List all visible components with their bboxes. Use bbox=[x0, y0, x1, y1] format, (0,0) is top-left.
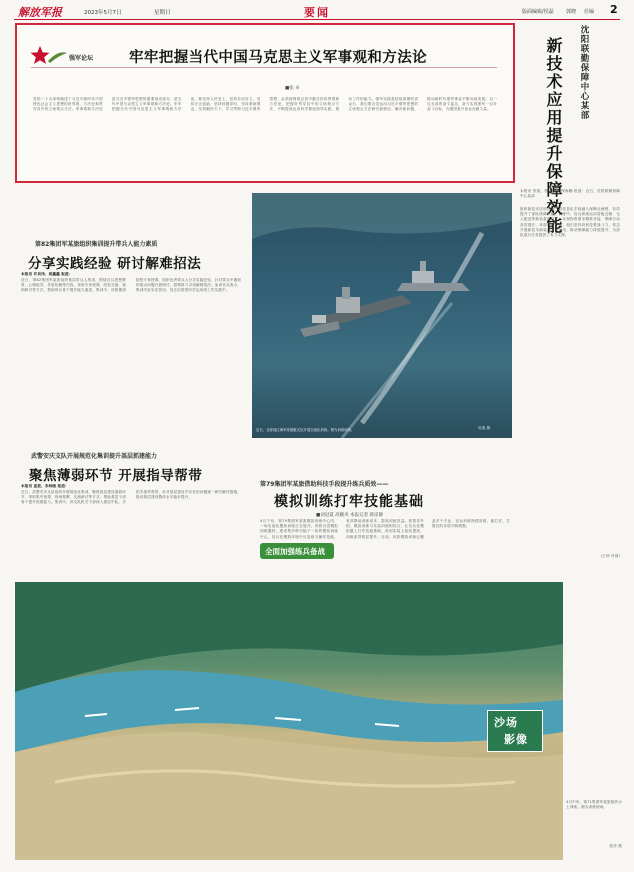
right-byline: 本报讯 张韬、特约记者 保海鹏 报道：近日，沈阳联勤保障中心某部 bbox=[520, 189, 620, 199]
article1-kicker: 第82集团军某旅组织集训提升带兵人能力素质 bbox=[35, 241, 158, 248]
badge-line-1: 沙场 bbox=[494, 716, 518, 729]
photo-caption: 近日，北部战区海军某舰艇支队开展实战化训练。图为训练现场。 bbox=[256, 428, 355, 432]
photo-credit: 吴迪 摄 bbox=[478, 426, 490, 430]
lead-article bbox=[15, 23, 515, 183]
right-vertical-unit: 沈阳联勤保障中心某部 bbox=[579, 25, 589, 120]
page-proofer: 郭晓 bbox=[566, 9, 577, 15]
training-badge-text: 全面加强练兵备战 bbox=[265, 547, 325, 556]
right-column bbox=[518, 23, 622, 571]
column-badge: 强军论坛 bbox=[69, 55, 94, 62]
middle-body: 4月下旬，第79集团军某旅模拟训练中心内，一场实战化模拟训练正在展开。该旅引进模拟训练器材，建成集多种功能于一体的模拟训练中心，官兵在模拟环境中反复练习操作技能，有效降低训练成本、提高训练效益。旅领导介绍，模拟训练与实装训练相结合，让官兵在模拟器上打牢技能基础，再到实装上检验提高，训练质效明显提升。目前，该旅模拟训练已覆盖多个专业，官兵训练热情高涨，能打仗、打胜仗的本领不断增强。 bbox=[260, 519, 510, 539]
right-body: 组织新技术应用训练，将信息化手段融入保障全流程，有效提升了部队保障效能。训练中，官兵熟练运用智能仓储、无人配送等新装备新技术，实现物资需求精准对接、保障行动高效展开。该部领导介绍，他们坚持向科技要战斗力，常态开展新技术新装备学习运用，推动保障能力持续提升，为部队遂行任务提供了有力支撑。 bbox=[520, 207, 620, 238]
star-icon bbox=[28, 44, 68, 66]
landscape-credit: 张彦 摄 bbox=[609, 844, 622, 848]
photo-caption-column bbox=[566, 800, 622, 862]
middle-kicker: 第79集团军某旅借助科技手段提升练兵质效—— bbox=[260, 481, 389, 488]
page-designer: 任编 bbox=[584, 9, 595, 15]
issue-date: 2023年5月7日 bbox=[84, 10, 122, 16]
article2-kicker: 武警安庆支队开展规范化集训提升基层抓建能力 bbox=[31, 453, 158, 460]
river-training-photo bbox=[15, 582, 563, 860]
lead-author: ■张 卓 bbox=[285, 86, 300, 91]
left-article-2 bbox=[15, 447, 248, 577]
article1-body: 近日，第82集团军某旅组织基层带兵人集训，围绕官兵思想教育、心理疏导、矛盾化解等内容，采取专家授课、经验交流、案例研讨等方式，帮助带兵骨干提升能力素质。集训中，该旅邀请院校专家授课，组织优秀带兵人分享实践经验，针对带兵中遇到的难点问题开展研讨，群策群力寻找解难招法。参训官兵表示，集训内容实在管用，回去后将把所学运用到工作实践中。 bbox=[21, 278, 241, 293]
right-vertical-title: 新技术应用提升保障效能 bbox=[544, 37, 563, 235]
right-signature: (王帅 肖婧) bbox=[600, 554, 620, 558]
article1-title: 分享实践经验 研讨解难招法 bbox=[28, 256, 202, 272]
left-article-1 bbox=[15, 236, 248, 396]
page-number: 2 bbox=[610, 3, 618, 16]
lead-body: 党的二十大深刻阐述了习近平新时代中国特色社会主义思想的世界观、方法论和贯穿其中的立场观点方法。军事观和方法论是习近平强军思想的重要组成部分，是当代中国马克思主义军事观和方法论。牢牢把握当代中国马克思主义军事观和方法论，要坚持人民至上，坚持自信自立，坚持守正创新，坚持问题导向，坚持系统观念，坚持胸怀天下。学习贯彻习近平强军思想，必须深刻领会其中蕴含的世界观和方法论，把握好贯穿其中的立场观点方法，不断提高运用科学理论指导实践、推动工作的能力。强军实践是检验真理的试金石，我们要自觉运用习近平强军思想的立场观点方法研究新情况、解决新问题，推动新时代强军事业不断向前发展。以一往无前的奋斗姿态，奋力实现建军一百年奋斗目标，为强国复兴伟业贡献力量。 bbox=[33, 97, 497, 112]
newspaper-logo: 解放军报 bbox=[18, 6, 62, 19]
article2-body: 近日，武警安庆支队组织开展规范化集训，聚焦基层建设薄弱环节，采取集中授课、现场观摩、交流研讨等方式，帮助基层干部骨干提升抓建能力。集训中，该支队机关干部深入基层中队，手把手指导帮带，针对基层建设中存在的问题逐一研究解决措施，推动基层建设整体水平稳步提升。 bbox=[21, 490, 241, 505]
article1-byline: 本报讯 许昊伟、周鑫鑫 报道： bbox=[21, 272, 73, 276]
photo-column-badge bbox=[487, 710, 543, 752]
lead-headline: 牢牢把握当代中国马克思主义军事观和方法论 bbox=[129, 50, 427, 66]
issue-weekday: 星期日 bbox=[154, 10, 171, 16]
article2-title: 聚焦薄弱环节 开展指导帮带 bbox=[29, 468, 203, 484]
headline-underline bbox=[31, 67, 497, 68]
badge-line-2: 影像 bbox=[504, 733, 528, 746]
middle-title: 模拟训练打牢技能基础 bbox=[274, 494, 424, 510]
masthead bbox=[14, 4, 620, 20]
warships-photo bbox=[252, 193, 512, 438]
page-editor: 版面编辑/侯磊 bbox=[522, 9, 554, 15]
section-title: 要闻 bbox=[304, 6, 330, 19]
middle-byline: ■刘冠夏 高婉央 本报记者 薛彦静 bbox=[316, 513, 384, 518]
middle-article bbox=[252, 445, 514, 575]
article2-byline: 本报讯 夏波、李林刚 报道： bbox=[21, 484, 69, 488]
landscape-caption: 4月中旬，第71集团军某旅组织水上训练。图为训练现场。 bbox=[566, 800, 622, 810]
